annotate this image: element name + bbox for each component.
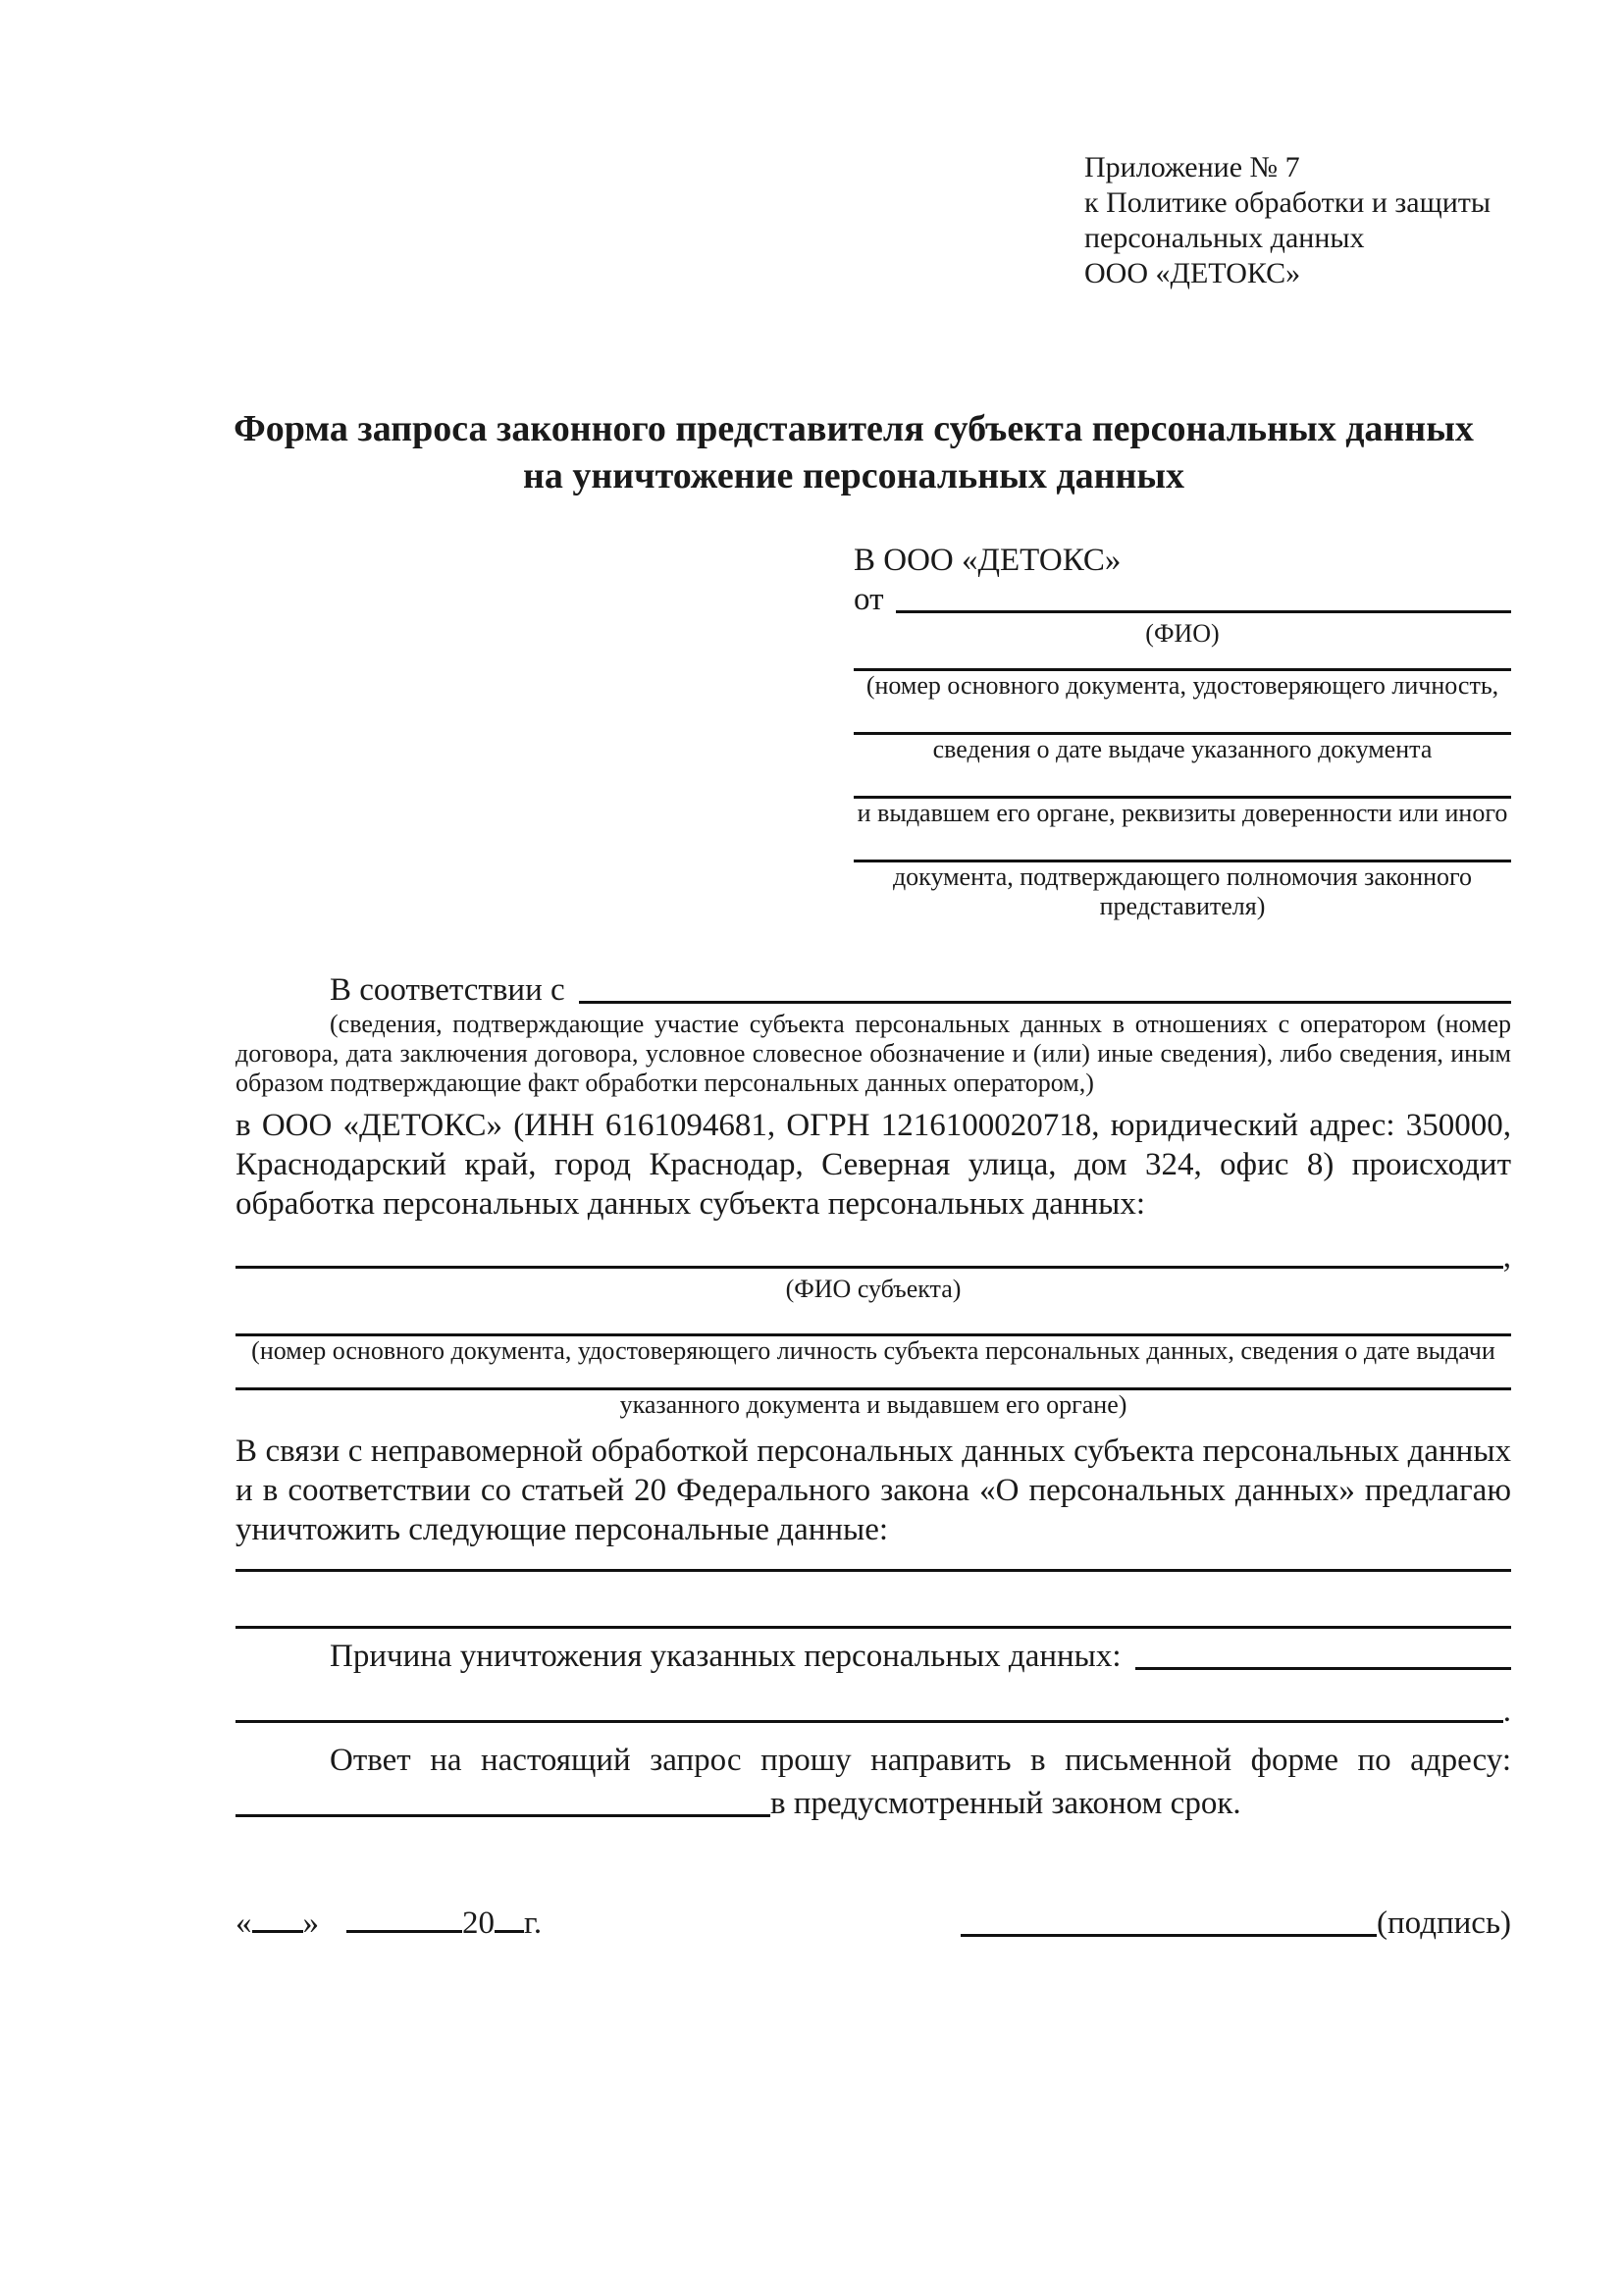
reason-period: . (1502, 1694, 1511, 1729)
blank-field-signature (961, 1934, 1377, 1937)
addressee-from-label: от (854, 582, 884, 617)
addressee-from-row (854, 580, 1511, 619)
blank-field-data-to-destroy-2 (236, 1626, 1511, 1629)
appendix-line: к Политике обработки и защиты (1084, 186, 1492, 219)
operator-paragraph: в ООО «ДЕТОКС» (ИНН 6161094681, ОГРН 1216100020718, юридический адрес: 350000, Краснодарский край, город Краснодар, Северная улица, дом 324, офис 8) происходит обработка персональных данных субъекта персональных данных: (236, 1108, 1511, 1222)
addressee-to: В ООО «ДЕТОКС» (854, 543, 1122, 578)
date-quote-close: » (302, 1905, 319, 1941)
caption-doc-authority: и выдавшем его органе, реквизиты доверенности или иного (857, 799, 1508, 827)
blank-field-answer-address (236, 1814, 770, 1817)
reason-continuation-row (236, 1694, 1511, 1729)
caption-fio: (ФИО) (1145, 619, 1220, 648)
caption-doc-number: (номер основного документа, удостоверяющего личность, (865, 671, 1499, 700)
caption-doc-issue-date: сведения о дате выдаче указанного документа (932, 735, 1433, 763)
footer-row (236, 1904, 1511, 1943)
blank-field-month (346, 1906, 462, 1933)
answer-tail: в предусмотренный законом срок. (770, 1786, 1241, 1821)
blank-field-day (252, 1906, 303, 1933)
appendix-header (1084, 150, 1516, 291)
subject-fio-row (236, 1239, 1511, 1275)
form-title-line-2: на уничтожение персональных данных (522, 455, 1185, 496)
blank-field-year (495, 1906, 524, 1933)
form-title (177, 405, 1531, 499)
date-group (236, 1904, 542, 1943)
date-year-prefix: 20 (462, 1905, 495, 1941)
addressee-block (854, 541, 1511, 921)
caption-subject-doc-2: указанного документа и выдавшем его органе) (619, 1390, 1127, 1419)
reason-row (236, 1637, 1511, 1676)
date-quote-open: « (236, 1905, 252, 1941)
accordance-row (236, 970, 1511, 1010)
document-content (236, 150, 1511, 1943)
blank-field-reason (1135, 1667, 1511, 1670)
accordance-caption: (сведения, подтверждающие участие субъекта персональных данных в отношениях с оператором (номер договора, дата заключения договора, условное словесное обозначение и (или) иные сведения), либо сведения, иным образом подтверждающие факт обработки персональных данных оператором,) (236, 1010, 1511, 1097)
answer-address-row (236, 1784, 1511, 1823)
signature-group (961, 1904, 1511, 1943)
blank-field-fio (896, 610, 1512, 613)
caption-subject-fio: (ФИО субъекта) (785, 1275, 962, 1303)
accordance-lead: В соответствии с (330, 972, 565, 1008)
request-paragraph: В связи с неправомерной обработкой персональных данных субъекта персональных данных и в соответствии со статьей 20 Федерального закона «О персональных данных» предлагаю уничтожить следующие персональные данные: (236, 1434, 1511, 1547)
signature-caption: (подпись) (1377, 1905, 1511, 1941)
blank-field-subject-fio (236, 1266, 1503, 1269)
appendix-line: ООО «ДЕТОКС» (1084, 257, 1301, 289)
blank-field-data-to-destroy-1 (236, 1569, 1511, 1572)
date-year-suffix: г. (524, 1905, 543, 1941)
subject-fio-comma: , (1502, 1239, 1511, 1275)
blank-field-reason-continued (236, 1720, 1503, 1723)
caption-doc-powers: документа, подтверждающего полномочия законного представителя) (892, 862, 1473, 920)
caption-subject-doc-1: (номер основного документа, удостоверяющего личность субъекта персональных данных, сведения о дате выдачи (251, 1336, 1495, 1365)
answer-line: Ответ на настоящий запрос прошу направить в письменной форме по адресу: (330, 1743, 1511, 1778)
appendix-line: Приложение № 7 (1084, 151, 1300, 183)
appendix-line: персональных данных (1084, 222, 1365, 254)
blank-field-accordance (579, 1001, 1511, 1004)
form-title-line-1: Форма запроса законного представителя субъекта персональных данных (234, 408, 1474, 449)
reason-label: Причина уничтожения указанных персональных данных: (330, 1639, 1122, 1674)
